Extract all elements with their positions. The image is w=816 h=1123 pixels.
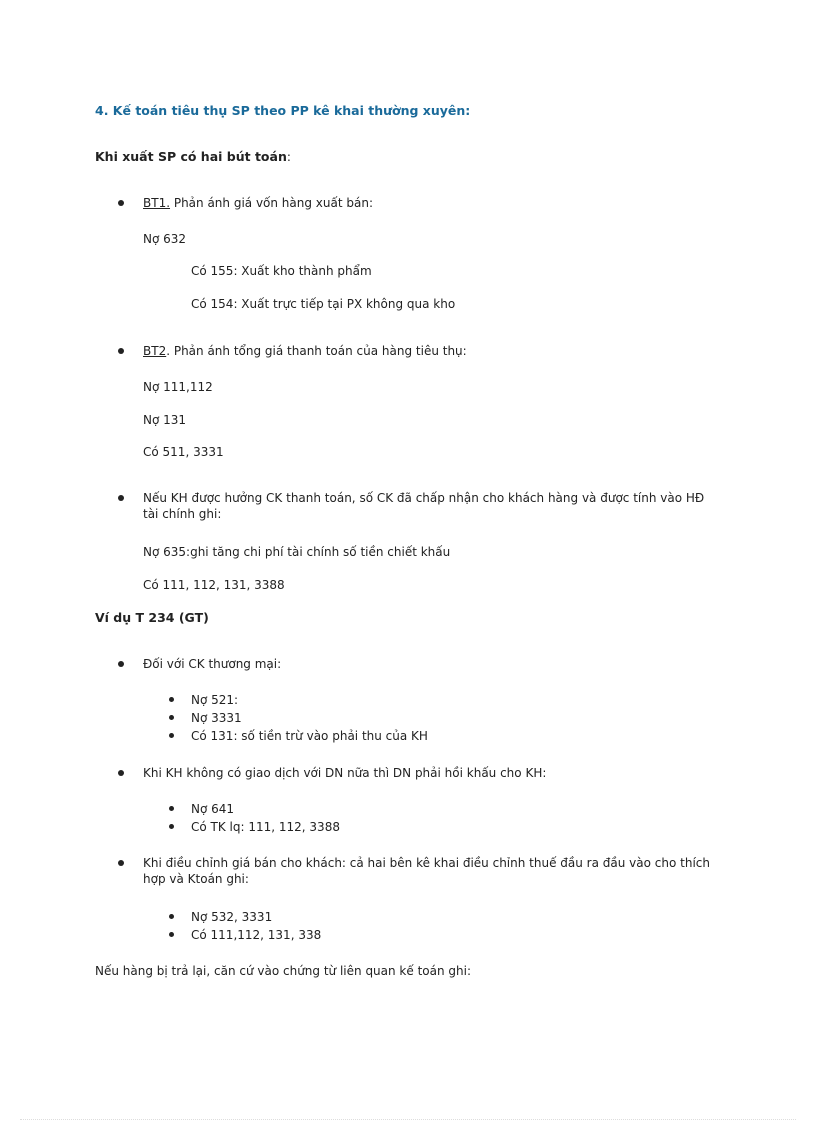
- example-heading: Ví dụ T 234 (GT): [95, 610, 209, 625]
- discount-line-1: Nợ 635:ghi tăng chi phí tài chính số tiền chiết khấu: [143, 545, 451, 559]
- bt1-code: BT1.: [143, 196, 171, 210]
- discount-line-2: Có 111, 112, 131, 3388: [143, 578, 285, 592]
- bullet-adjust: [118, 860, 124, 866]
- sub-bullet: [169, 697, 174, 702]
- bullet-bt2: [118, 348, 124, 354]
- discount-text: Nếu KH được hưởng CK thanh toán, số CK đã chấp nhận cho khách hàng và được tính vào HĐ tài chính ghi:: [143, 491, 705, 521]
- bt2-line-3: Có 511, 3331: [143, 445, 224, 459]
- bt1-credit-1: Có 155: Xuất kho thành phẩm: [191, 264, 372, 278]
- adjust-text: Khi điều chỉnh giá bán cho khách: cả hai bên kê khai điều chỉnh thuế đầu ra đầu vào cho thích hợp và Ktoán ghi:: [143, 856, 710, 886]
- bt1-credit-2: Có 154: Xuất trực tiếp tại PX không qua kho: [191, 297, 456, 311]
- sub-bullet: [169, 806, 174, 811]
- commercial-text: Đối với CK thương mại:: [143, 657, 282, 671]
- rebate-item-1: Nợ 641: [191, 802, 235, 816]
- bullet-bt1: [118, 200, 124, 206]
- sub-bullet: [169, 715, 174, 720]
- intro-colon: :: [286, 150, 291, 164]
- sub-bullet: [169, 824, 174, 829]
- section-heading: 4. Kế toán tiêu thụ SP theo PP kê khai thường xuyên:: [95, 103, 471, 118]
- intro-line: [95, 149, 291, 165]
- adjust-item-2: Có 111,112, 131, 338: [191, 928, 322, 942]
- adjust-item-1: Nợ 532, 3331: [191, 910, 273, 924]
- rebate-item-2: Có TK lq: 111, 112, 3388: [191, 820, 340, 834]
- bt2-line-1: Nợ 111,112: [143, 380, 213, 394]
- bt1-line: [143, 195, 373, 211]
- intro-bold: Khi xuất SP có hai bút toán: [95, 149, 287, 164]
- bullet-rebate: [118, 770, 124, 776]
- bt2-text: . Phản ánh tổng giá thanh toán của hàng tiêu thụ:: [166, 344, 467, 358]
- bt1-text: Phản ánh giá vốn hàng xuất bán:: [170, 196, 374, 210]
- page-bottom-border: [20, 1119, 796, 1120]
- bt2-code: BT2: [143, 344, 167, 358]
- sub-bullet: [169, 932, 174, 937]
- sub-bullet: [169, 733, 174, 738]
- rebate-text: Khi KH không có giao dịch với DN nữa thì DN phải hồi khấu cho KH:: [143, 766, 547, 780]
- bt1-debit: Nợ 632: [143, 232, 187, 246]
- bullet-discount: [118, 495, 124, 501]
- bt2-line-2: Nợ 131: [143, 413, 187, 427]
- bt2-line: [143, 343, 467, 359]
- bullet-commercial: [118, 661, 124, 667]
- commercial-item-3: Có 131: số tiền trừ vào phải thu của KH: [191, 729, 428, 743]
- commercial-item-1: Nợ 521:: [191, 693, 239, 707]
- sub-bullet: [169, 914, 174, 919]
- returned-text: Nếu hàng bị trả lại, căn cứ vào chứng từ liên quan kế toán ghi:: [95, 964, 472, 978]
- commercial-item-2: Nợ 3331: [191, 711, 242, 725]
